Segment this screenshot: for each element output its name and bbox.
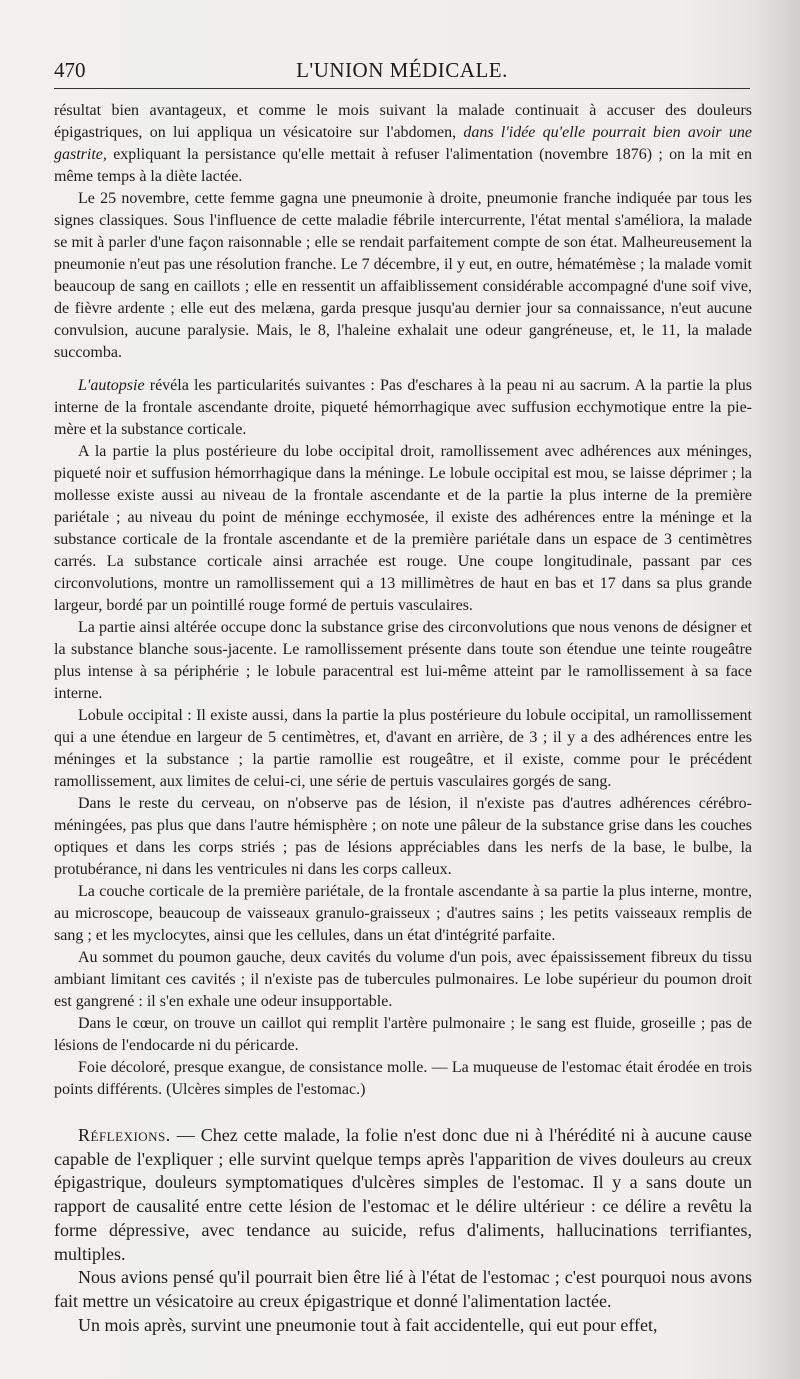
paragraph-11: Foie décoloré, presque exangue, de consistance molle. — La muqueuse de l'estomac était érodée en trois points différents. (Ulcères simples de l'estomac.) (54, 1059, 752, 1098)
paragraph-5: La partie ainsi altérée occupe donc la substance grise des circonvolutions que nous venons de désigner et la substance blanche sous-jacente. Le ramollissement présente dans toute son étendue une teinte rougeâtre plus intense à sa périphérie ; le lobule paracentral est lui-même atteint par le ramollissement à sa face interne. (54, 619, 752, 702)
running-title: L'UNION MÉDICALE. (296, 58, 508, 82)
paragraph-2: Le 25 novembre, cette femme gagna une pneumonie à droite, pneumonie franche indiquée par tous les signes classiques. Sous l'influence de cette maladie fébrile intercurrente, l'état mental s'améliora, la malade se mit à parler d'une façon raisonnable ; elle se rendait parfaitement compte de son état. Malheureusement la pneumonie n'eut pas une résolution franche. Le 7 décembre, il y eut, en outre, hématémèse ; la malade vomit beaucoup de sang en caillots ; elle en ressentit un affaiblissement considérable accompagné d'une soif vive, de fièvre ardente ; elle eut des melæna, garda presque jusqu'au dernier jour sa connaissance, n'eut aucune convulsion, aucune paralysie. Mais, le 8, l'haleine exhalait une odeur gangréneuse, et, le 11, la malade succomba. (54, 190, 752, 361)
case-report-body (54, 100, 752, 1101)
page-number: 470 (54, 58, 86, 82)
paragraph-14: Un mois après, survint une pneumonie tout à fait accidentelle, qui eut pour effet, (78, 1314, 658, 1335)
reflexions-section (54, 1124, 752, 1337)
paragraph-13: Nous avions pensé qu'il pourrait bien être lié à l'état de l'estomac ; c'est pourquoi nous avons fait mettre un vésicatoire au creux épigastrique et donné l'alimentation lactée. (54, 1267, 752, 1311)
paragraph-8: La couche corticale de la première pariétale, de la frontale ascendante à sa partie la plus interne, montre, au microscope, beaucoup de vaisseaux granulo-graisseux ; d'autres sains ; les petits vaisseaux remplis de sang ; et les myclocytes, ainsi que les cellules, dans un état d'intégrité parfaite. (54, 883, 752, 944)
paragraph-reflexions: Réflexions. — Chez cette malade, la folie n'est donc due ni à l'hérédité ni à aucune cause capable de l'expliquer ; elle survint quelque temps après l'apparition de vives douleurs au creux épigastrique, douleurs symptomatiques d'ulcères simples de l'estomac. Il y a sans doute un rapport de causalité entre cette lésion de l'estomac et le délire ultérieur : ce délire a revêtu la forme dépressive, avec tendance au suicide, refus d'aliments, hallucinations terrifiantes, multiples. (54, 1125, 752, 1264)
header-rule (54, 88, 750, 89)
paragraph-10: Dans le cœur, on trouve un caillot qui remplit l'artère pulmonaire ; le sang est fluide, groseille ; pas de lésions de l'endocarde ni du péricarde. (54, 1015, 752, 1054)
paragraph-4: A la partie la plus postérieure du lobe occipital droit, ramollissement avec adhérences aux méninges, piqueté noir et suffusion hémorrhagique dans la méninge. Le lobule occipital est mou, se laisse déprimer ; la mollesse existe aussi au niveau de la frontale ascendante et de la partie la plus interne de la première pariétale ; au niveau du point de méninge ecchymosée, il existe des adhérences entre la méninge et la substance corticale de la frontale ascendante et de la première pariétale dans un espace de 3 centimètres carrés. La substance corticale ainsi arrachée est rouge. Une coupe longitudinale, passant par ces circonvolutions, montre un ramollissement qui a 13 millimètres de haut en bas et 17 dans sa plus grande largeur, bordé par un pointillé rouge formé de pertuis vasculaires. (54, 443, 752, 614)
paragraph-1: résultat bien avantageux, et comme le mois suivant la malade continuait à accuser des douleurs épigastriques, on lui appliqua un vésicatoire sur l'abdomen, dans l'idée qu'elle pourrait bien avoir une gastrite, expliquant la persistance qu'elle mettait à refuser l'alimentation (novembre 1876) ; on la mit en même temps à la diète lactée. (54, 102, 753, 185)
running-header (54, 58, 750, 82)
paragraph-9: Au sommet du poumon gauche, deux cavités du volume d'un pois, avec épaississement fibreux du tissu ambiant limitant ces cavités ; il n'existe pas de tubercules pulmonaires. Le lobe supérieur du poumon droit est gangrené : il s'en exhale une odeur insupportable. (54, 949, 752, 1010)
reflexions-heading: Réflexions. (78, 1125, 171, 1145)
paragraph-autopsy: L'autopsie révéla les particularités suivantes : Pas d'eschares à la peau ni au sacrum. A la partie la plus interne de la frontale ascendante droite, piqueté hémorrhagique avec suffusion ecchymotique entre la pie-mère et la substance corticale. (54, 377, 753, 438)
paragraph-7: Dans le reste du cerveau, on n'observe pas de lésion, il n'existe pas d'autres adhérences cérébro-méningées, pas plus que dans l'autre hémisphère ; on note une pâleur de la substance grise dans les couches optiques et dans les corps striés ; pas de lésions appréciables dans les nerfs de la base, le bulbe, la protubérance, ni dans les ventricules ni dans les corps calleux. (54, 795, 752, 878)
paragraph-6: Lobule occipital : Il existe aussi, dans la partie la plus postérieure du lobule occipital, un ramollissement qui a une étendue en largeur de 5 centimètres, et, d'avant en arrière, de 3 ; il y a des adhérences entre les méninges et la substance ; la partie ramollie est rougeâtre, et il existe, comme pour le précédent ramollissement, aux limites de celui-ci, une série de pertuis vasculaires gorgés de sang. (54, 707, 752, 790)
